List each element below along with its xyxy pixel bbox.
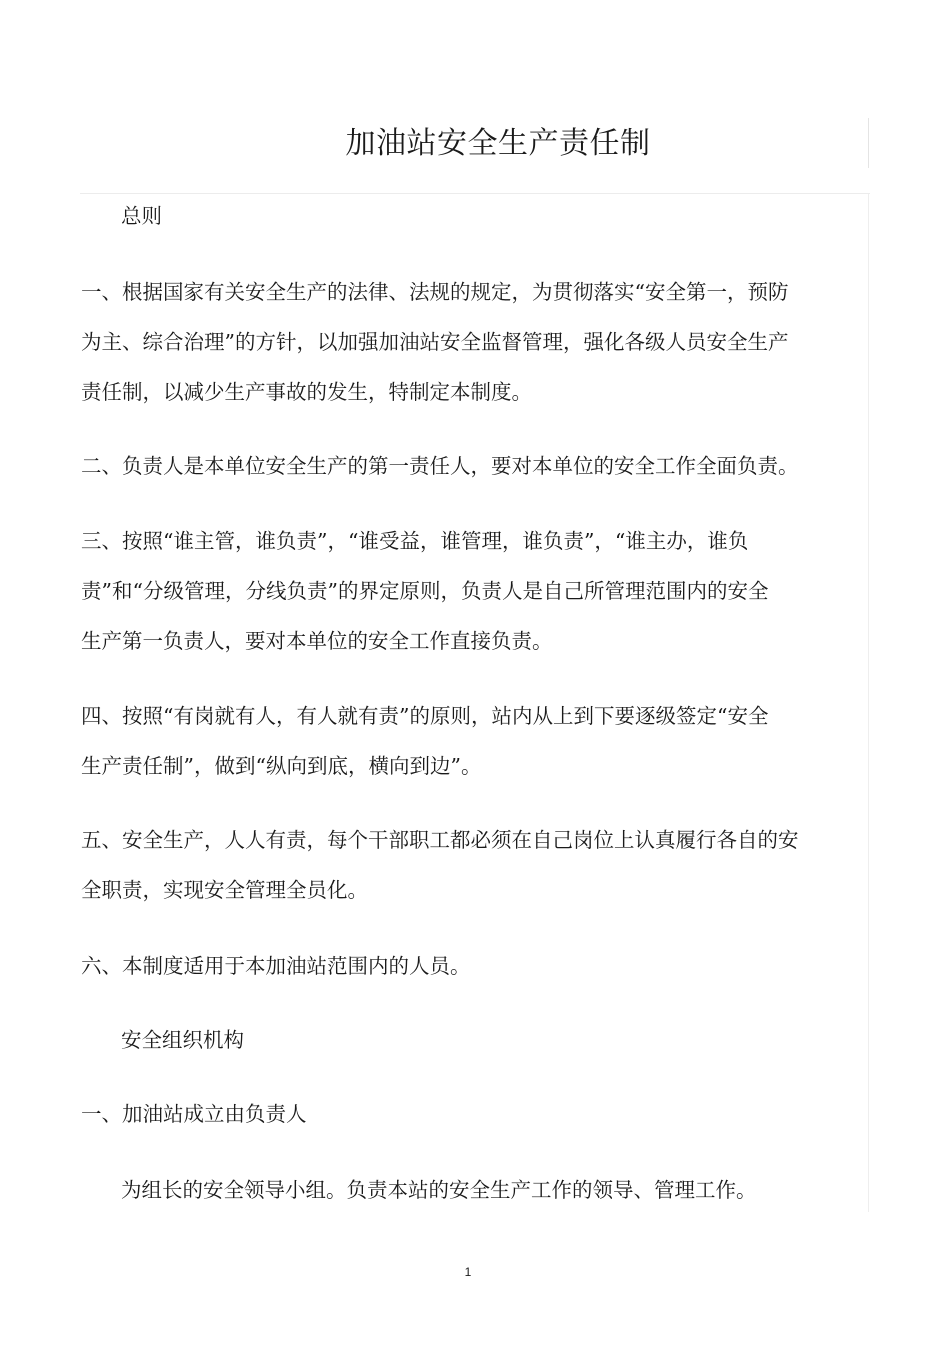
- paragraph-line: 生产第一负责人，要对本单位的安全工作直接负责。: [81, 629, 553, 653]
- paragraph-line: 三、按照“谁主管，谁负责”，“谁受益，谁管理，谁负责”，“谁主办，谁负: [81, 529, 749, 553]
- paragraph-line: 责任制，以减少生产事故的发生，特制定本制度。: [81, 380, 532, 404]
- paragraph-line: 六、本制度适用于本加油站范围内的人员。: [81, 954, 471, 978]
- paragraph-line: 责”和“分级管理，分线负责”的界定原则，负责人是自己所管理范围内的安全: [81, 579, 769, 603]
- paragraph-line: 二、负责人是本单位安全生产的第一责任人，要对本单位的安全工作全面负责。: [81, 454, 799, 478]
- paragraph-line: 一、根据国家有关安全生产的法律、法规的规定，为贯彻落实“安全第一，预防: [81, 280, 789, 304]
- header-divider: [80, 193, 870, 194]
- page-number: 1: [464, 1265, 472, 1279]
- section-heading-organization: 安全组织机构: [121, 1028, 244, 1052]
- paragraph-line: 全职责，实现安全管理全员化。: [81, 878, 368, 902]
- paragraph-line: 五、安全生产，人人有责，每个干部职工都必须在自己岗位上认真履行各自的安: [81, 828, 799, 852]
- margin-rule-right: [868, 194, 869, 1212]
- section-heading-general: 总则: [121, 204, 162, 228]
- paragraph-line: 生产责任制”，做到“纵向到底，横向到边”。: [81, 754, 482, 778]
- paragraph-line: 为组长的安全领导小组。负责本站的安全生产工作的领导、管理工作。: [121, 1178, 757, 1202]
- paragraph-line: 一、加油站成立由负责人: [81, 1102, 307, 1126]
- paragraph-line: 四、按照“有岗就有人，有人就有责”的原则，站内从上到下要逐级签定“安全: [81, 704, 769, 728]
- paragraph-line: 为主、综合治理”的方针，以加强加油站安全监督管理，强化各级人员安全生产: [81, 330, 789, 354]
- document-title: 加油站安全生产责任制: [345, 126, 651, 161]
